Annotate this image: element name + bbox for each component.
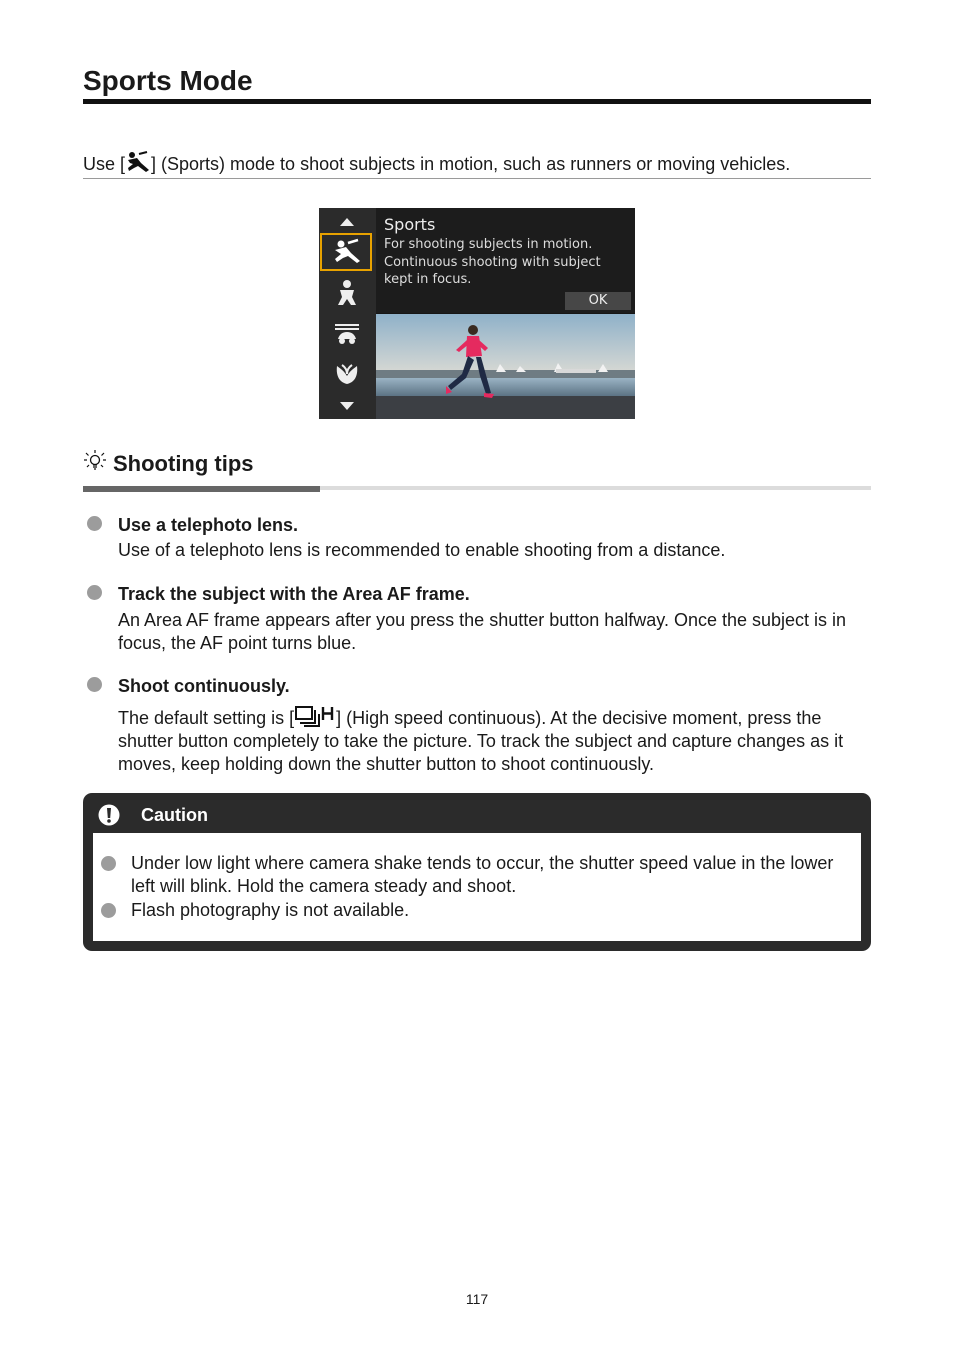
lightbulb-icon (83, 449, 107, 473)
caution-body (93, 833, 861, 941)
caution-title: Caution (141, 805, 208, 825)
intro-text (83, 151, 790, 176)
intro-rule (83, 178, 871, 179)
mode-description: For shooting subjects in motion. Continuous shooting with subject kept in focus. (384, 237, 601, 287)
page-number: 117 (465, 1291, 489, 1307)
runner-preview-image (376, 314, 635, 419)
triangle-down-icon[interactable] (332, 392, 362, 419)
title-rule (83, 99, 871, 104)
tip-3-body-before: The default setting is [ (118, 708, 295, 728)
tips-rule-light (320, 486, 871, 490)
ok-button[interactable]: OK (565, 292, 631, 310)
tip-3-body (118, 705, 870, 776)
tip-3-title: Shoot continuously. (118, 676, 290, 696)
mode-name: Sports (384, 215, 436, 234)
intro-after: ] (Sports) mode to shoot subjects in motion, such as runners or moving vehicles. (151, 154, 791, 174)
shooting-tips-heading (83, 449, 254, 479)
caution-box (83, 793, 871, 951)
tips-rule-dark (83, 486, 320, 492)
bullet-icon (87, 516, 102, 531)
kids-mode-icon[interactable] (332, 278, 362, 308)
high-speed-continuous-icon (294, 705, 336, 727)
shooting-tips-label: Shooting tips (113, 451, 254, 476)
caution-item-2: Flash photography is not available. (131, 900, 410, 920)
bullet-icon (101, 856, 116, 871)
page-title: Sports Mode (83, 65, 253, 96)
close-up-mode-icon[interactable] (332, 360, 362, 390)
tip-2-title: Track the subject with the Area AF frame. (118, 584, 470, 604)
tip-2-body: An Area AF frame appears after you press the shutter button halfway. Once the subject is in focus, the AF point turns blue. (118, 610, 847, 653)
selected-mode-frame (320, 233, 372, 271)
camera-screen (319, 208, 635, 419)
bullet-icon (101, 903, 116, 918)
caution-icon (98, 804, 120, 826)
intro-before: Use [ (83, 154, 126, 174)
tip-3-body-after: ] (High speed continuous). At the decisive moment, press the shutter button completely to take the picture. To track the subject and capture changes as it moves, keep holding down the shutter button to shoot continuously. (118, 708, 844, 774)
tip-1-title: Use a telephoto lens. (118, 515, 299, 535)
panning-mode-icon[interactable] (332, 319, 362, 349)
sports-mode-icon (125, 151, 151, 173)
bullet-icon (87, 585, 102, 600)
mode-info-panel (376, 208, 635, 313)
caution-item-1: Under low light where camera shake tends to occur, the shutter speed value in the lower left will blink. Hold the camera steady and shoot. (131, 853, 834, 896)
bullet-icon (87, 677, 102, 692)
tip-1-body: Use of a telephoto lens is recommended to enable shooting from a distance. (118, 540, 726, 560)
